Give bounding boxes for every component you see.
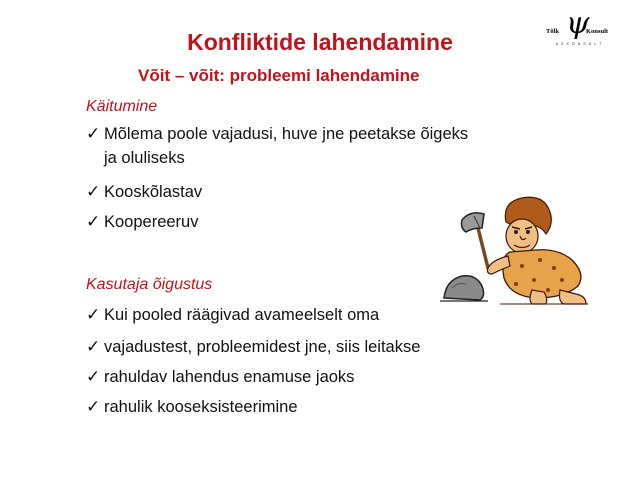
section-heading-kaitumine: Käitumine	[86, 98, 158, 115]
bullet-item	[86, 365, 354, 389]
checkmark-icon: ✓	[86, 397, 101, 416]
checkmark-icon: ✓	[86, 367, 101, 386]
rock-icon	[440, 276, 488, 301]
bullet-item	[86, 395, 298, 419]
psi-icon: ψ	[566, 6, 590, 41]
bullet-text: Kui pooled räägivad avameelselt oma	[104, 306, 380, 324]
checkmark-icon: ✓	[86, 337, 101, 356]
checkmark-icon: ✓	[86, 182, 101, 201]
bullet-item	[86, 335, 420, 359]
bullet-item	[86, 303, 379, 327]
slide-title: Konfliktide lahendamine	[187, 29, 453, 55]
bullet-text: rahulik kooseksisteerimine	[104, 398, 298, 416]
bullet-item	[86, 122, 484, 170]
bullet-text: Kooskõlastav	[104, 183, 203, 201]
checkmark-icon: ✓	[86, 212, 101, 231]
logo-right-word: Konsult	[586, 28, 609, 35]
bullet-item	[86, 210, 198, 234]
caveman-illustration	[440, 194, 590, 308]
caveman-figure	[488, 197, 589, 304]
stone-axe-icon	[462, 213, 489, 268]
bullet-text: Mõlema poole vajadusi, huve jne peetakse õigeks ja oluliseks	[104, 125, 469, 167]
bullet-text: Koopereeruv	[104, 213, 199, 231]
checkmark-icon: ✓	[86, 305, 101, 324]
logo-left-word: Tõlk	[546, 28, 560, 35]
section-heading-kasutaja-oigustus: Kasutaja õigustus	[86, 276, 213, 293]
logo-tagline: A D K O N S U L T	[555, 42, 603, 46]
slide-subtitle: Võit – võit: probleemi lahendamine	[138, 66, 420, 85]
bullet-item	[86, 180, 202, 204]
bullet-text: rahuldav lahendus enamuse jaoks	[104, 368, 355, 386]
bullet-text: vajadustest, probleemidest jne, siis leitakse	[104, 338, 421, 356]
company-logo	[544, 6, 614, 50]
checkmark-icon: ✓	[86, 124, 101, 143]
